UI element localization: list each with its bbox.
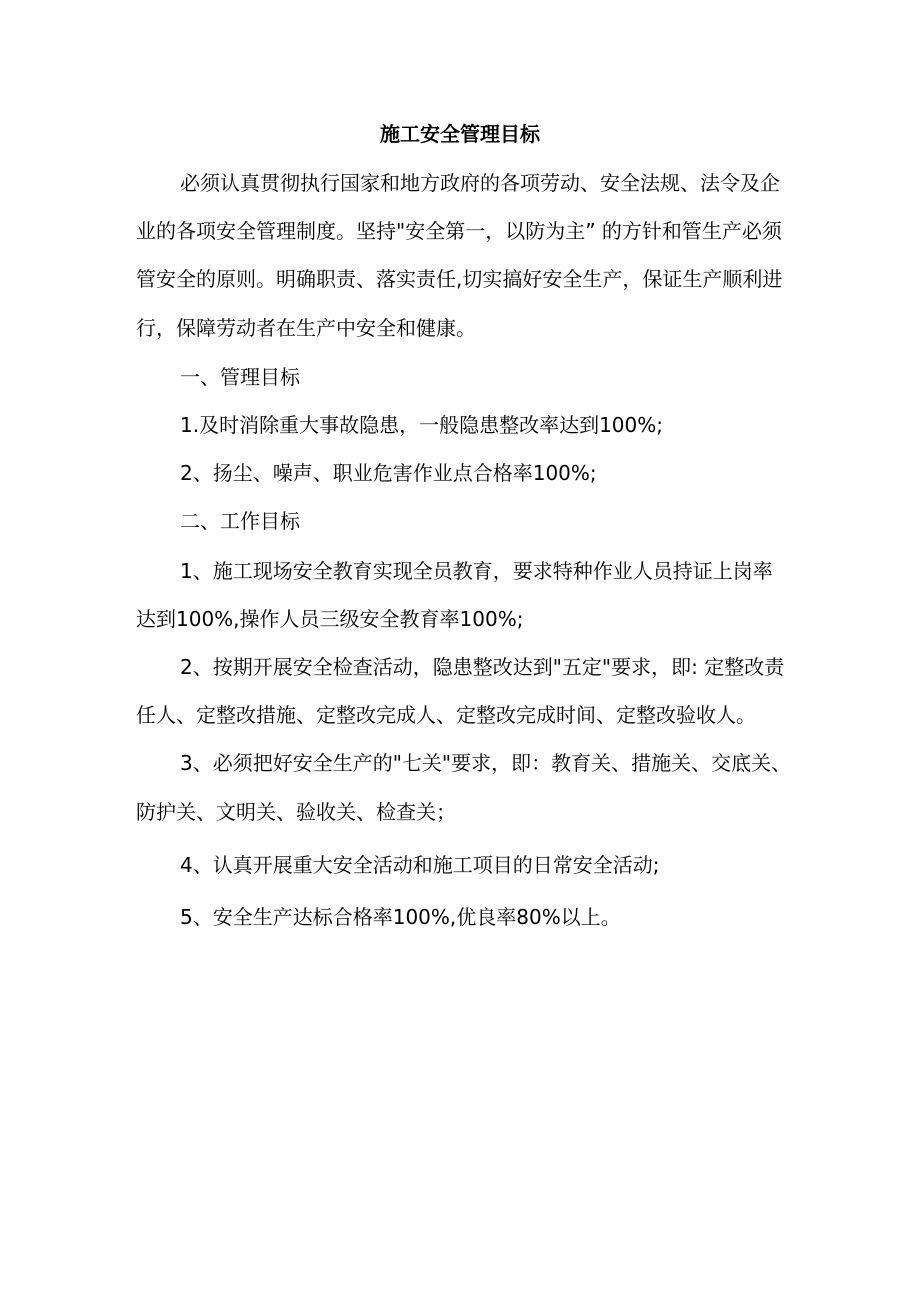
document-title: 施工安全管理目标 bbox=[380, 122, 540, 146]
work-item-1-line-2: 达到100%,操作人员三级安全教育率100%; bbox=[136, 607, 524, 631]
work-item-5: 5、安全生产达标合格率100%,优良率80%以上。 bbox=[180, 905, 621, 929]
work-item-3-line-2: 防护关、文明关、验收关、检查关； bbox=[136, 800, 456, 824]
work-item-3-line-1: 3、必须把好安全生产的"七关"要求，即：教育关、措施关、交底关、 bbox=[180, 751, 792, 775]
intro-line-1: 必须认真贯彻执行国家和地方政府的各项劳动、安全法规、法令及企 bbox=[180, 171, 780, 195]
work-item-4: 4、认真开展重大安全活动和施工项目的日常安全活动; bbox=[180, 853, 660, 877]
work-item-2-line-1: 2、按期开展安全检查活动，隐患整改达到"五定"要求，即: 定整改责 bbox=[180, 655, 785, 679]
work-item-1-line-1: 1、施工现场安全教育实现全员教育，要求特种作业人员持证上岗率 bbox=[180, 559, 773, 583]
work-item-2-line-2: 任人、定整改措施、定整改完成人、定整改完成时间、定整改验收人。 bbox=[136, 703, 756, 727]
intro-line-3: 管安全的原则。明确职责、落实责任,切实搞好安全生产，保证生产顺利进 bbox=[136, 267, 783, 291]
management-item-2: 2、扬尘、噪声、职业危害作业点合格率100%; bbox=[180, 461, 597, 485]
management-item-1: 1.及时消除重大事故隐患，一般隐患整改率达到100%; bbox=[180, 413, 663, 437]
section-heading-management: 一、管理目标 bbox=[180, 365, 300, 389]
intro-line-2: 业的各项安全管理制度。坚持"安全第一，以防为主” 的方针和管生产必须 bbox=[136, 219, 782, 243]
intro-line-4: 行，保障劳动者在生产中安全和健康。 bbox=[136, 316, 476, 340]
section-heading-work: 二、工作目标 bbox=[180, 509, 300, 533]
